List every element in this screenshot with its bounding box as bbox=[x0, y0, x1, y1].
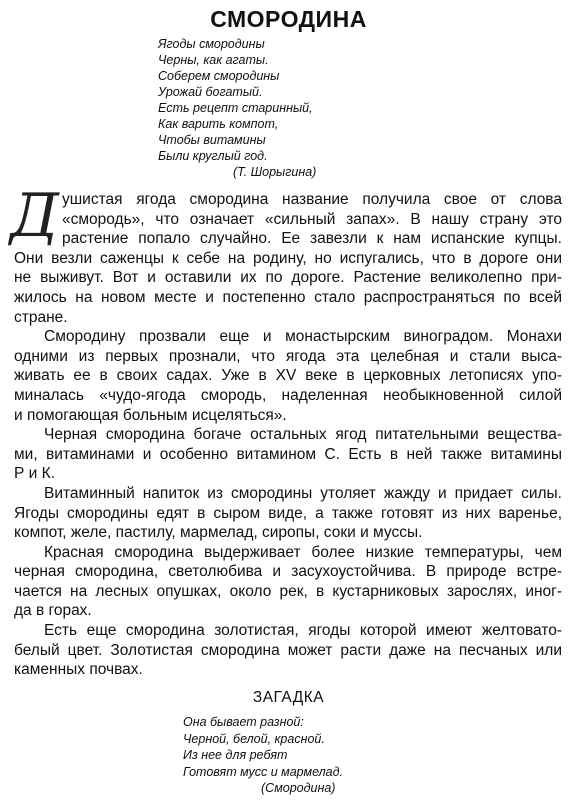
body-line: Есть еще смородина золотистая, ягоды которой имеют желтовато- bbox=[44, 622, 562, 640]
riddle-line: Черной, белой, красной. bbox=[183, 731, 325, 746]
body-line: да в горах. bbox=[14, 602, 92, 620]
body-line: жилось на новом месте и постепенно стало распространяться по всей bbox=[14, 288, 562, 306]
poem-line: Соберем смородины bbox=[158, 69, 280, 83]
body-line: ушистая ягода смородина название получила свое от слова bbox=[62, 191, 562, 208]
poem-line: Ягоды смородины bbox=[158, 37, 265, 51]
poem-line: Урожай богатый. bbox=[158, 85, 263, 99]
epigraph-poem bbox=[158, 36, 316, 180]
body-line: Ягоды смородины едят в сыром виде, а также готовят из них варенье, bbox=[14, 504, 562, 522]
body-line: Р и К. bbox=[14, 465, 55, 483]
body-line: живать ее в своих садах. Уже в XV веке в церковных летописях упо- bbox=[14, 367, 562, 385]
body-line: Витаминный напиток из смородины утоляет жажду и придает силы. bbox=[44, 484, 562, 502]
poem-line: Чтобы витамины bbox=[158, 133, 266, 147]
riddle-heading: ЗАГАДКА bbox=[252, 689, 325, 706]
page-title: СМОРОДИНА bbox=[210, 6, 367, 32]
poem-line: Есть рецепт старинный, bbox=[158, 101, 313, 115]
drop-cap-letter: Д bbox=[10, 181, 59, 251]
poem-author: (Т. Шорыгина) bbox=[233, 165, 317, 179]
body-line: белый цвет. Золотистая смородина может расти даже на песчаных или bbox=[14, 641, 562, 659]
body-line: Черная смородина богаче остальных ягод питательными вещества- bbox=[44, 426, 562, 444]
body-line: компот, желе, пастилу, мармелад, сиропы, соки и муссы. bbox=[14, 524, 423, 542]
poem-line: Как варить компот, bbox=[158, 117, 279, 131]
body-line: и помогающая больным исцеляться». bbox=[14, 406, 287, 424]
body-line: стране. bbox=[14, 308, 68, 326]
riddle-answer: (Смородина) bbox=[261, 781, 336, 795]
body-line: черная смородина, светолюбива и засухоустойчива. В природе встре- bbox=[14, 563, 562, 581]
riddle-line: Из нее для ребят bbox=[183, 748, 288, 762]
body-line: не выживут. Вот и оставили их по дороге. Растение великолепно при- bbox=[14, 269, 562, 287]
body-line: ми, витаминами и особенно витамином С. Есть в ней также витамины bbox=[14, 445, 562, 463]
body-line: Красная смородина выдерживает более низкие температуры, чем bbox=[44, 543, 562, 561]
body-line: каменных почвах. bbox=[14, 661, 143, 679]
riddle-line: Готовят мусс и мармелад. bbox=[183, 764, 343, 779]
riddle-line: Она бывает разной: bbox=[183, 715, 304, 729]
body-line: Они везли саженцы к себе на родину, но испугались, что в дороге они bbox=[14, 249, 562, 267]
body-line: чается на лесных опушках, около рек, в кустарниковых зарослях, иног- bbox=[14, 582, 562, 600]
body-line: миналась «чудо-ягода смородь, наделенная необыкновенной силой bbox=[14, 386, 562, 404]
body-line: одними из первых прознали, что ягода эта целебная и стали выса- bbox=[14, 347, 562, 365]
body-line: растение попало случайно. Ее завезли к нам испанские купцы. bbox=[62, 230, 562, 248]
body-line: «смородь», что означает «сильный запах». В нашу страну это bbox=[62, 210, 562, 228]
article-body bbox=[14, 190, 562, 680]
poem-line: Черны, как агаты. bbox=[158, 53, 269, 67]
body-line: Смородину прозвали еще и монастырским виноградом. Монахи bbox=[44, 328, 562, 346]
riddle-poem bbox=[183, 714, 343, 797]
poem-line: Были круглый год. bbox=[158, 149, 268, 163]
